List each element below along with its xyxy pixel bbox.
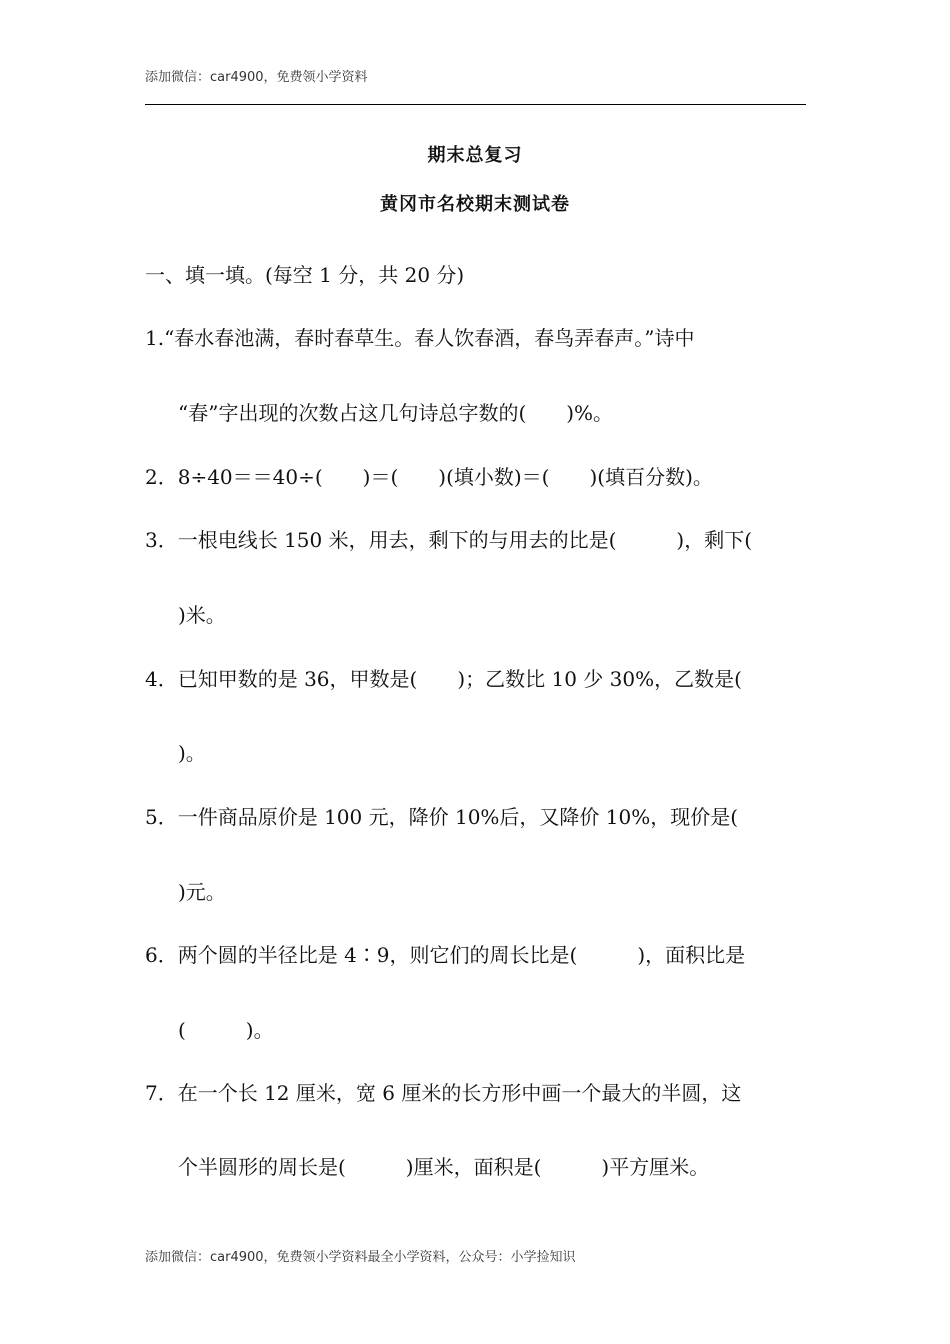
question-6-line-2: ( )。 <box>178 1018 274 1042</box>
question-5-line-1: 5．一件商品原价是 100 元，降价 10%后，又降价 10%，现价是( <box>145 805 739 829</box>
question-3-line-2: )米。 <box>178 603 226 627</box>
question-7-line-2: 个半圆形的周长是( )厘米，面积是( )平方厘米。 <box>178 1155 710 1179</box>
question-1-line-2: “春”字出现的次数占这几句诗总字数的( )%。 <box>178 401 614 425</box>
question-6-line-1: 6．两个圆的半径比是 4∶9，则它们的周长比是( )，面积比是 <box>145 943 746 967</box>
question-2-line-1: 2．8÷40＝＝40÷( )＝( )(填小数)＝( )(填百分数)。 <box>145 465 713 489</box>
header-note: 添加微信：car4900，免费领小学资料 <box>145 70 368 85</box>
question-4-line-2: )。 <box>178 741 206 765</box>
page-title: 期末总复习 <box>427 145 523 166</box>
question-7-line-1: 7．在一个长 12 厘米，宽 6 厘米的长方形中画一个最大的半圆，这 <box>145 1081 742 1105</box>
section-heading: 一、填一填。(每空 1 分，共 20 分) <box>145 263 465 287</box>
question-3-line-1: 3．一根电线长 150 米，用去，剩下的与用去的比是( )，剩下( <box>145 528 753 552</box>
page-subtitle: 黄冈市名校期末测试卷 <box>380 194 570 215</box>
header-divider <box>145 104 806 105</box>
question-1-line-1: 1.“春水春池满，春时春草生。春人饮春酒，春鸟弄春声。”诗中 <box>145 326 695 350</box>
question-4-line-1: 4．已知甲数的是 36，甲数是( )；乙数比 10 少 30%，乙数是( <box>145 667 742 691</box>
question-5-line-2: )元。 <box>178 880 226 904</box>
footer-note: 添加微信：car4900，免费领小学资料最全小学资料，公众号：小学捡知识 <box>145 1250 576 1265</box>
